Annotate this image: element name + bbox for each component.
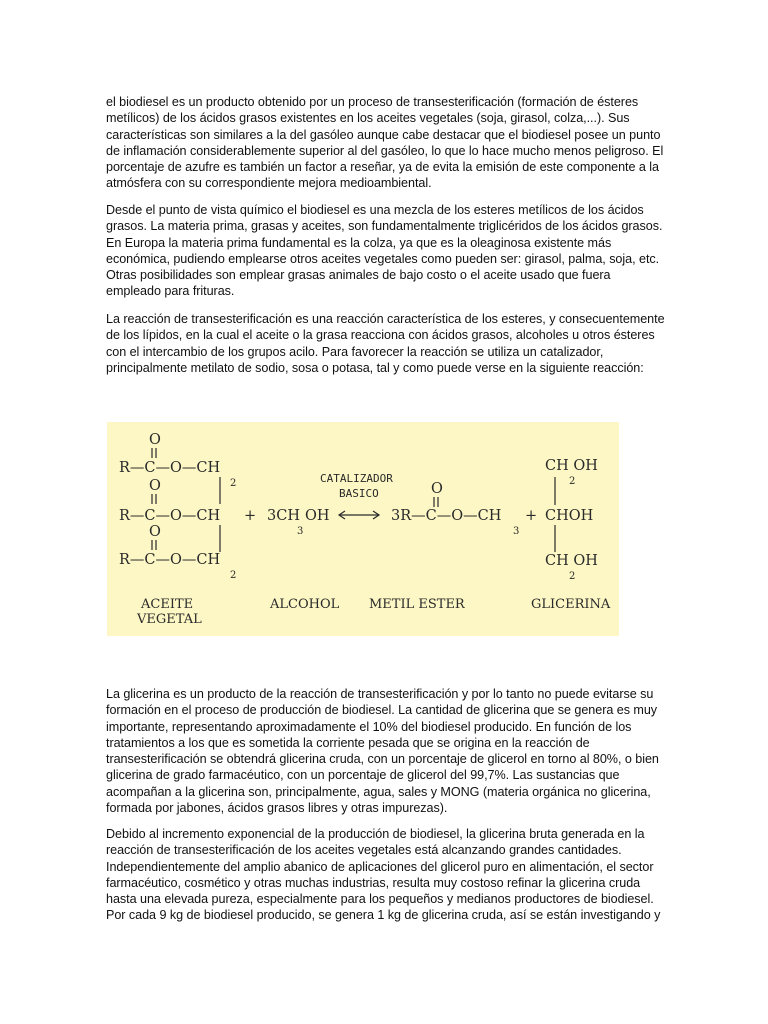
paragraph-transesterification: La reacción de transesterificación es una reacción característica de los esteres, y consecuentemente de los lípidos, en la cual el aceite o la grasa reacciona con ácidos grasos, alcoholes u otros ésteres con el intercambio de los grupos acilo. Para favorecer la reacción se utiliza un catalizador, principalmente metilato de sodio, sosa o potasa, tal y como puede verse en la siguiente reacción:	[106, 312, 665, 375]
glycerin-sub-top: 2	[569, 476, 576, 487]
oil-oxygen-1: O	[149, 432, 161, 448]
oil-row-1: R—C—O—CH	[119, 460, 221, 476]
alcohol-sub: 3	[297, 526, 304, 537]
catalyst-line-2: BASICO	[339, 487, 379, 500]
ester-oxygen: O	[431, 481, 443, 497]
glycerin-top: CH OH	[545, 458, 598, 474]
paragraph-glycerin: La glicerina es un producto de la reacción de transesterificación y por lo tanto no puede evitarse su formación en el proceso de producción de biodiesel. La cantidad de glicerina que se genera es muy importante, representando aproximadamente el 10% del biodiesel producido. En función de los tratamientos a los que es sometida la corriente pesada que se origina en la reacción de transesterificación se obtendrá glicerina cruda, con un porcentaje de glicerol en torno al 80%, o bien glicerina de grado farmacéutico, con un porcentaje de glicerol del 99,7%. Las sustancias que acompañan a la glicerina son, principalmente, agua, sales y MONG (materia orgánica no glicerina, formada por jabones, ácidos grasos libres y otras impurezas).	[106, 687, 659, 816]
ester-label: METIL ESTER	[369, 597, 465, 612]
glycerin-label: GLICERINA	[531, 597, 611, 612]
oil-row-3: R—C—O—CH	[119, 552, 221, 568]
glycerin-structure	[531, 458, 611, 612]
glycerin-bottom: CH OH	[545, 553, 598, 569]
paragraph-chemical-composition: Desde el punto de vista químico el biodiesel es una mezcla de los esteres metílicos de los ácidos grasos. La materia prima, grasas y aceites, son fundamentalmente triglicéridos de los ácidos grasos. En Europa la materia prima fundamental es la colza, ya que es la oleaginosa existente más económica, pudiendo emplearse otros aceites vegetales como pueden ser: girasol, palma, soja, etc. Otras posibilidades son emplear grasas animales de bajo costo o el aceite usado que fuera empleado para frituras.	[106, 203, 663, 299]
oil-oxygen-2: O	[149, 478, 161, 494]
alcohol-label: ALCOHOL	[270, 597, 340, 612]
ester-formula: 3R—C—O—CH	[391, 508, 502, 524]
plus-sign-1: +	[244, 508, 257, 524]
plus-sign-2: +	[525, 508, 538, 524]
oil-label-1: ACEITE	[141, 597, 194, 612]
paragraph-glycerin-production: Debido al incremento exponencial de la producción de biodiesel, la glicerina bruta generada en la reacción de transesterificación de los aceites vegetales está alcanzando grandes cantidades. Independientemente del amplio abanico de aplicaciones del glicerol puro en alimentación, el sector farmacéutico, cosmético y otras muchas industrias, resulta muy costoso refinar la glicerina cruda hasta una elevada pureza, especialmente para los pequeños y medianos productores de biodiesel. Por cada 9 kg de biodiesel producido, se genera 1 kg de glicerina cruda, así se están investigando y	[106, 827, 661, 923]
oil-structure	[119, 432, 236, 627]
glycerin-sub-bottom: 2	[569, 571, 576, 582]
ester-structure	[369, 481, 519, 612]
ester-sub: 3	[513, 526, 520, 537]
catalyst-line-1: CATALIZADOR	[320, 472, 393, 485]
oil-oxygen-3: O	[149, 524, 161, 540]
alcohol-formula-a: 3CH	[267, 508, 300, 524]
alcohol-structure	[267, 508, 340, 612]
oil-sub-3: 2	[230, 570, 237, 581]
reaction-diagram	[107, 422, 619, 636]
reaction-figure	[107, 422, 619, 636]
catalyst-arrow	[320, 472, 393, 519]
oil-label-2: VEGETAL	[137, 612, 202, 627]
paragraph-biodiesel-intro: el biodiesel es un producto obtenido por un proceso de transesterificación (formación de ésteres metílicos) de los ácidos grasos existentes en los aceites vegetales (soja, girasol, colza,...). Sus características son similares a la del gasóleo aunque cabe destacar que el biodiesel posee un punto de inflamación considerablemente superior al del gasóleo, lo que lo hace mucho menos peligroso. El porcentaje de azufre es también un factor a reseñar, ya de evita la emisión de este componente a la atmósfera con su correspondiente mejora medioambiental.	[106, 95, 664, 191]
glycerin-mid: CHOH	[545, 508, 594, 524]
oil-sub-1: 2	[230, 478, 237, 489]
oil-row-2: R—C—O—CH	[119, 508, 221, 524]
alcohol-formula-b: OH	[305, 508, 330, 524]
